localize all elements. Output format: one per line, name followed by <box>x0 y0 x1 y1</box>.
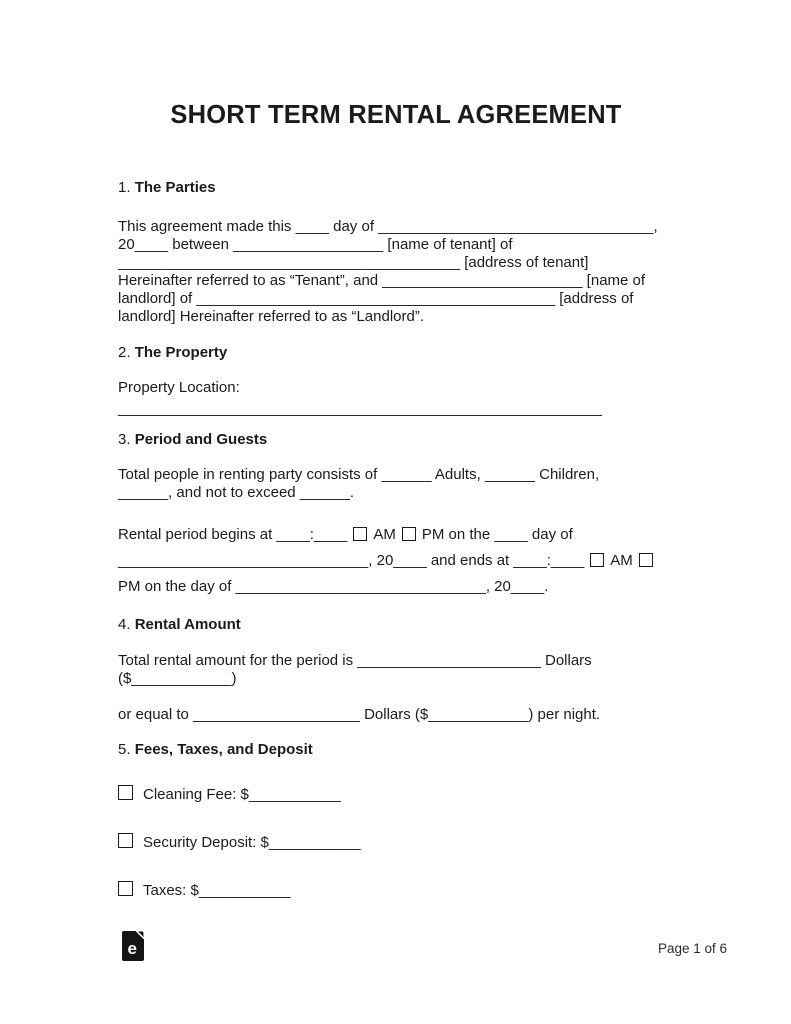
parties-line: Hereinafter referred to as “Tenant”, and ________________________ [name of <box>118 272 646 289</box>
security-deposit-item <box>118 833 674 853</box>
end-pm-checkbox[interactable] <box>639 553 653 567</box>
logo-letter: e <box>127 939 137 958</box>
section-1-title: The Parties <box>134 179 216 196</box>
section-2-heading <box>118 344 674 362</box>
section-5-heading <box>118 741 674 759</box>
section-4-number: 4. <box>118 616 131 633</box>
cleaning-fee-item <box>118 785 674 805</box>
section-4-heading <box>118 616 674 634</box>
parties-line: landlord] of ___________________________________________ [address of <box>118 290 634 307</box>
security-deposit-checkbox[interactable] <box>118 833 133 848</box>
cleaning-fee-checkbox[interactable] <box>118 785 133 800</box>
guests-line: Total people in renting party consists of ______ Adults, ______ Children, <box>118 466 600 483</box>
parties-line: 20____ between __________________ [name of tenant] of <box>118 236 513 253</box>
parties-paragraph <box>118 218 674 326</box>
period-begins-text: Rental period begins at ____:____ <box>118 526 348 543</box>
begin-am-label: AM <box>373 526 396 543</box>
document-title: SHORT TERM RENTAL AGREEMENT <box>170 101 622 129</box>
begin-pm-checkbox[interactable] <box>402 527 416 541</box>
rental-amount-numeric-line: ($____________) <box>118 670 237 687</box>
per-night-line: or equal to ____________________ Dollars ($____________) per night. <box>118 706 601 723</box>
rental-period-line-3: PM on the day of ______________________________, 20____. <box>118 578 549 595</box>
section-5-number: 5. <box>118 741 131 758</box>
section-1-number: 1. <box>118 179 131 196</box>
guests-paragraph <box>118 466 674 502</box>
rental-period-line-1 <box>118 522 674 548</box>
section-2-title: The Property <box>134 344 228 361</box>
section-4-title: Rental Amount <box>134 616 241 633</box>
end-am-checkbox[interactable] <box>590 553 604 567</box>
period-begins-day-text: PM on the ____ day of <box>421 526 573 543</box>
section-3-number: 3. <box>118 431 131 448</box>
security-deposit-label: Security Deposit: $___________ <box>143 834 361 851</box>
parties-line: landlord] Hereinafter referred to as “Landlord”. <box>118 308 424 325</box>
taxes-checkbox[interactable] <box>118 881 133 896</box>
section-5-title: Fees, Taxes, and Deposit <box>134 741 313 758</box>
property-location-label: Property Location: <box>118 379 240 396</box>
rental-amount-paragraph <box>118 652 674 688</box>
property-location-blank[interactable]: __________________________________________________________ <box>118 400 602 417</box>
begin-am-checkbox[interactable] <box>353 527 367 541</box>
section-3-title: Period and Guests <box>134 431 268 448</box>
esign-document-logo <box>122 931 144 961</box>
taxes-label: Taxes: $___________ <box>143 882 291 899</box>
section-2-number: 2. <box>118 344 131 361</box>
cleaning-fee-label: Cleaning Fee: $___________ <box>143 786 341 803</box>
document-content <box>118 99 674 901</box>
parties-line: This agreement made this ____ day of _________________________________, <box>118 218 658 235</box>
rental-period-line-2 <box>118 548 674 574</box>
taxes-item <box>118 881 674 901</box>
end-am-label: AM <box>610 552 633 569</box>
rental-period-paragraph <box>118 522 674 600</box>
page-number: Page 1 of 6 <box>657 941 727 956</box>
section-3-heading <box>118 431 674 449</box>
guests-line: ______, and not to exceed ______. <box>118 484 355 501</box>
section-1-heading <box>118 179 674 197</box>
parties-line: _________________________________________ [address of tenant] <box>118 254 589 271</box>
rental-amount-line: Total rental amount for the period is ______________________ Dollars <box>118 652 592 669</box>
period-ends-text: ______________________________, 20____ and ends at ____:____ <box>118 552 585 569</box>
